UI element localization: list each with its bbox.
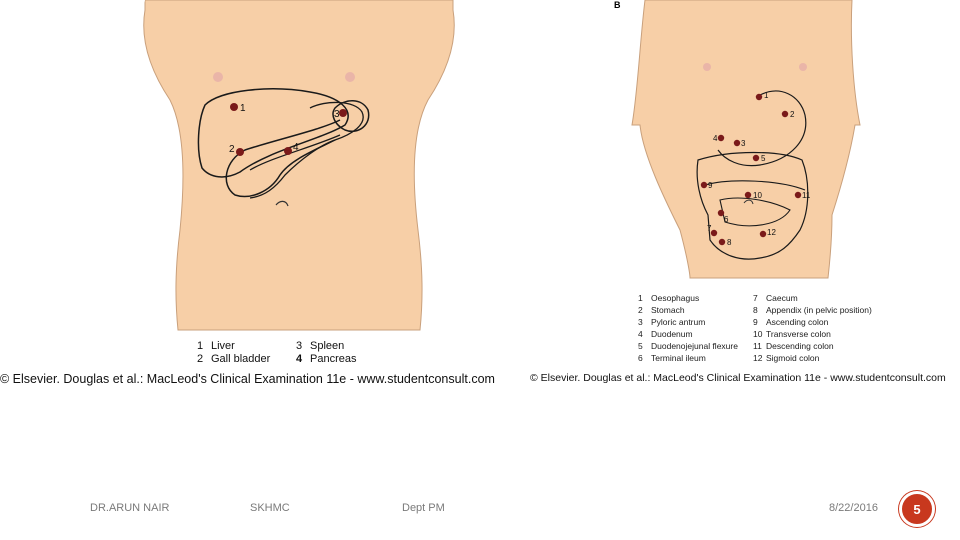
figure-a-panel	[100, 0, 540, 378]
marker-b-5	[753, 155, 759, 161]
nipple-right-b	[799, 63, 807, 71]
marker-b-3	[734, 140, 740, 146]
torso-a-body	[144, 0, 455, 330]
nipple-left-a	[213, 72, 223, 82]
marker-a-4-label: 4	[293, 142, 299, 153]
marker-b-8	[719, 239, 725, 245]
legend-a-item	[197, 340, 270, 353]
legend-b-item	[753, 328, 872, 340]
legend-b-item	[753, 292, 872, 304]
legend-b-text: Pyloric antrum	[651, 317, 706, 327]
legend-b-item	[638, 292, 738, 304]
nipple-right-a	[345, 72, 355, 82]
marker-b-7	[711, 230, 717, 236]
legend-b-num: 9	[753, 317, 758, 327]
marker-a-3-label: 3	[334, 109, 340, 120]
copyright-b: © Elsevier. Douglas et al.: MacLeod's Clinical Examination 11e - www.studentconsult.com	[530, 372, 946, 384]
figure-a-legend-col1	[197, 340, 270, 366]
legend-b-num: 7	[753, 293, 758, 303]
legend-b-text: Transverse colon	[766, 329, 831, 339]
legend-b-num: 4	[638, 329, 643, 339]
legend-b-num: 6	[638, 353, 643, 363]
legend-a-num: 4	[296, 353, 303, 365]
marker-b-9	[701, 182, 707, 188]
legend-b-item	[753, 340, 872, 352]
legend-b-num: 3	[638, 317, 643, 327]
figure-b-panel	[610, 0, 960, 378]
marker-b-2-label: 2	[790, 110, 795, 119]
legend-b-text: Oesophagus	[651, 293, 700, 303]
legend-b-text: Ascending colon	[766, 317, 829, 327]
marker-b-3-label: 3	[741, 139, 746, 148]
marker-a-1	[230, 103, 238, 111]
legend-b-item	[638, 352, 738, 364]
copyright-a: © Elsevier. Douglas et al.: MacLeod's Clinical Examination 11e - www.studentconsult.com	[0, 372, 495, 386]
marker-b-4	[718, 135, 724, 141]
marker-b-11-label: 11	[802, 191, 811, 200]
legend-b-num: 11	[753, 341, 762, 351]
legend-a-num: 3	[296, 340, 303, 352]
marker-b-12	[760, 231, 766, 237]
marker-b-10-label: 10	[753, 191, 762, 200]
figure-a-torso-illustration	[100, 0, 540, 378]
footer-department: Dept PM	[402, 502, 445, 514]
legend-b-num: 2	[638, 305, 643, 315]
legend-b-text: Caecum	[766, 293, 798, 303]
legend-b-item	[638, 304, 738, 316]
legend-b-text: Appendix (in pelvic position)	[766, 305, 872, 315]
marker-b-12-label: 12	[767, 228, 776, 237]
footer-date: 8/22/2016	[829, 502, 878, 514]
legend-b-text: Duodenum	[651, 329, 693, 339]
legend-b-text: Descending colon	[766, 341, 834, 351]
marker-b-8-label: 8	[727, 238, 732, 247]
legend-b-text: Sigmoid colon	[766, 353, 820, 363]
marker-b-9-label: 9	[708, 181, 713, 190]
legend-b-num: 8	[753, 305, 758, 315]
legend-b-item	[753, 352, 872, 364]
footer-author: DR.ARUN NAIR	[90, 502, 170, 514]
marker-b-6-label: 6	[724, 215, 729, 224]
marker-b-1	[756, 94, 762, 100]
legend-a-text: Liver	[211, 340, 235, 352]
torso-a-shoulder-left	[100, 0, 145, 80]
figure-b-letter: B	[614, 0, 621, 10]
marker-a-3	[339, 109, 347, 117]
marker-a-2	[236, 148, 244, 156]
legend-b-text: Duodenojejunal flexure	[651, 341, 738, 351]
legend-a-num: 1	[197, 340, 204, 352]
marker-b-5-label: 5	[761, 154, 766, 163]
legend-b-num: 10	[753, 329, 763, 339]
footer-institution: SKHMC	[250, 502, 290, 514]
nipple-left-b	[703, 63, 711, 71]
torso-b-body	[632, 0, 860, 278]
marker-b-11	[795, 192, 801, 198]
legend-a-text: Pancreas	[310, 353, 357, 365]
legend-a-item	[197, 353, 270, 366]
figure-b-legend-col2	[753, 292, 872, 364]
legend-b-item	[753, 316, 872, 328]
legend-b-num: 5	[638, 341, 643, 351]
marker-a-1-label: 1	[240, 103, 246, 114]
legend-b-num: 1	[638, 293, 643, 303]
legend-b-item	[753, 304, 872, 316]
legend-a-num: 2	[197, 353, 204, 365]
marker-a-4	[284, 147, 292, 155]
legend-b-num: 12	[753, 353, 763, 363]
figure-a-legend-col2	[296, 340, 356, 366]
marker-b-2	[782, 111, 788, 117]
legend-b-item	[638, 316, 738, 328]
legend-b-item	[638, 328, 738, 340]
legend-a-item	[296, 340, 356, 353]
legend-a-item	[296, 353, 356, 366]
legend-a-text: Spleen	[310, 340, 345, 352]
legend-a-text: Gall bladder	[211, 353, 271, 365]
marker-b-10	[745, 192, 751, 198]
figure-b-legend-col1	[638, 292, 738, 364]
legend-b-item	[638, 340, 738, 352]
marker-b-4-label: 4	[713, 134, 718, 143]
legend-b-text: Stomach	[651, 305, 685, 315]
slide-number-badge: 5	[899, 491, 935, 527]
marker-b-7-label: 7	[707, 224, 712, 233]
marker-b-1-label: 1	[764, 91, 769, 100]
marker-a-2-label: 2	[229, 144, 235, 155]
legend-b-text: Terminal ileum	[651, 353, 706, 363]
